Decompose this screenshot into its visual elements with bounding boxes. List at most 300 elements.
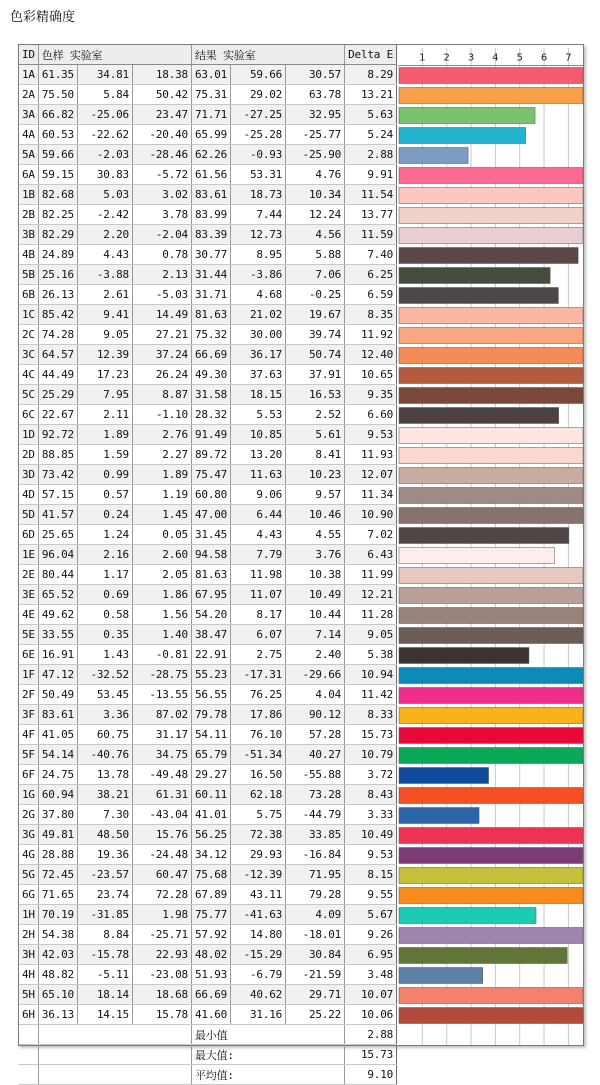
patch-id-cell: 1C [19,305,38,325]
result-lab-cell: 47.00 [191,505,230,525]
sample-lab-cell: 1.59 [77,445,132,465]
bar-3b [399,228,583,244]
patch-id-cell: 5C [19,385,38,405]
sample-lab-cell: 2.11 [77,405,132,425]
bar-4b [399,248,578,264]
bar-5h [399,988,583,1004]
sample-lab-cell: 64.57 [38,345,77,365]
result-lab-cell: 31.16 [231,1005,286,1025]
result-lab-cell: 76.10 [231,725,286,745]
patch-id-cell: 5B [19,265,38,285]
sample-lab-cell: 33.55 [38,625,77,645]
bar-3a [399,108,535,124]
patch-id-cell: 1B [19,185,38,205]
summary-value: 2.88 [345,1025,397,1045]
sample-lab-cell: 22.93 [132,945,191,965]
sample-lab-cell: 61.31 [132,785,191,805]
bar-6c [399,408,559,424]
result-lab-cell: 89.72 [191,445,230,465]
result-lab-cell: 38.47 [191,625,230,645]
bar-1c [399,308,583,324]
patch-id-cell: 5F [19,745,38,765]
patch-id-cell: 4B [19,245,38,265]
bar-6e [399,648,529,664]
sample-lab-cell: 0.78 [132,245,191,265]
patch-id-cell: 5D [19,505,38,525]
sample-lab-cell: -25.06 [77,105,132,125]
summary-label: 最小值 [191,1025,344,1045]
sample-lab-cell: 14.15 [77,1005,132,1025]
patch-id-cell: 3F [19,705,38,725]
sample-lab-cell: 37.24 [132,345,191,365]
result-lab-cell: 4.09 [286,905,345,925]
delta-e-cell: 6.25 [345,265,397,285]
sample-lab-cell: 31.17 [132,725,191,745]
result-lab-cell: -41.63 [231,905,286,925]
x-tick-label: 5 [516,52,523,64]
delta-e-cell: 8.29 [345,65,397,85]
sample-lab-cell: -28.46 [132,145,191,165]
sample-lab-cell: 0.05 [132,525,191,545]
patch-id-cell: 3G [19,825,38,845]
result-lab-cell: -27.25 [231,105,286,125]
bar-6b [399,288,558,304]
x-tick-label: 1 [419,52,426,64]
result-lab-cell: 67.95 [191,585,230,605]
patch-id-cell: 2B [19,205,38,225]
sample-lab-cell: 82.29 [38,225,77,245]
sample-lab-cell: 57.15 [38,485,77,505]
bar-6a [399,168,583,184]
sample-lab-cell: 9.05 [77,325,132,345]
patch-id-cell: 4E [19,605,38,625]
sample-lab-cell: 1.24 [77,525,132,545]
patch-id-cell: 4C [19,365,38,385]
bar-6d [399,528,569,544]
result-lab-cell: 76.25 [231,685,286,705]
sample-lab-cell: 83.61 [38,705,77,725]
sample-lab-cell: -24.48 [132,845,191,865]
result-lab-cell: 56.25 [191,825,230,845]
result-lab-cell: 12.73 [231,225,286,245]
result-lab-cell: 10.85 [231,425,286,445]
result-lab-cell: 18.15 [231,385,286,405]
bar-1h [399,908,536,924]
result-lab-cell: 17.86 [231,705,286,725]
sample-lab-cell: 54.38 [38,925,77,945]
result-lab-cell: 9.57 [286,485,345,505]
bar-4a [399,128,526,144]
result-lab-cell: 43.11 [231,885,286,905]
sample-lab-cell: 9.41 [77,305,132,325]
result-lab-cell: 14.80 [231,925,286,945]
result-lab-cell: 71.71 [191,105,230,125]
result-lab-cell: -51.34 [231,745,286,765]
result-lab-cell: 83.99 [191,205,230,225]
bar-1f [399,668,583,684]
result-lab-cell: 62.18 [231,785,286,805]
sample-lab-cell: 3.78 [132,205,191,225]
bar-3g [399,828,583,844]
sample-lab-cell: 1.98 [132,905,191,925]
sample-lab-cell: 0.35 [77,625,132,645]
bar-2d [399,448,583,464]
result-lab-cell: 21.02 [231,305,286,325]
result-lab-cell: -21.59 [286,965,345,985]
result-lab-cell: 65.99 [191,125,230,145]
patch-id-cell: 6C [19,405,38,425]
sample-lab-cell: -3.88 [77,265,132,285]
sample-lab-cell: -22.62 [77,125,132,145]
bar-5e [399,628,583,644]
sample-lab-cell: 0.24 [77,505,132,525]
delta-e-cell: 13.21 [345,85,397,105]
delta-e-cell: 12.21 [345,585,397,605]
bar-6g [399,888,583,904]
result-lab-cell: 8.95 [231,245,286,265]
delta-e-cell: 6.43 [345,545,397,565]
result-lab-cell: 72.38 [231,825,286,845]
delta-e-cell: 9.91 [345,165,397,185]
result-lab-cell: -25.77 [286,125,345,145]
result-lab-cell: 11.07 [231,585,286,605]
result-lab-cell: 55.23 [191,665,230,685]
bar-4d [399,488,583,504]
sample-lab-cell: 1.86 [132,585,191,605]
result-lab-cell: 91.49 [191,425,230,445]
sample-lab-cell: 50.42 [132,85,191,105]
result-lab-cell: -25.90 [286,145,345,165]
delta-e-cell: 8.15 [345,865,397,885]
patch-id-cell: 2F [19,685,38,705]
result-lab-cell: -0.25 [286,285,345,305]
result-lab-cell: 7.79 [231,545,286,565]
delta-e-cell: 11.34 [345,485,397,505]
delta-e-cell: 12.07 [345,465,397,485]
result-lab-cell: 36.17 [231,345,286,365]
result-lab-cell: 16.50 [231,765,286,785]
sample-lab-cell: 60.94 [38,785,77,805]
sample-lab-cell: 41.57 [38,505,77,525]
sample-lab-cell: 24.75 [38,765,77,785]
patch-id-cell: 3H [19,945,38,965]
sample-lab-cell: 1.89 [77,425,132,445]
x-tick-label: 2 [443,52,450,64]
result-lab-cell: 10.23 [286,465,345,485]
sample-lab-cell: 1.43 [77,645,132,665]
bar-4f [399,728,583,744]
result-lab-cell: 57.92 [191,925,230,945]
sample-lab-cell: 82.68 [38,185,77,205]
result-lab-cell: 7.06 [286,265,345,285]
delta-e-cell: 7.40 [345,245,397,265]
result-lab-cell: 56.55 [191,685,230,705]
sample-lab-cell: 0.57 [77,485,132,505]
delta-e-cell: 8.35 [345,305,397,325]
result-lab-cell: 63.01 [191,65,230,85]
sample-lab-cell: 7.95 [77,385,132,405]
result-lab-cell: 49.30 [191,365,230,385]
result-lab-cell: -55.88 [286,765,345,785]
patch-id-cell: 1D [19,425,38,445]
summary-blank-cell [19,1045,38,1065]
sample-lab-cell: 96.04 [38,545,77,565]
result-lab-cell: 28.32 [191,405,230,425]
delta-e-cell: 11.28 [345,605,397,625]
bar-3e [399,588,583,604]
result-lab-cell: 79.28 [286,885,345,905]
summary-max-row [19,1045,397,1065]
sample-lab-cell: 18.38 [132,65,191,85]
patch-id-cell: 4A [19,125,38,145]
sample-lab-cell: 72.45 [38,865,77,885]
result-lab-cell: 75.31 [191,85,230,105]
patch-id-cell: 4G [19,845,38,865]
sample-lab-cell: 34.75 [132,745,191,765]
summary-blank-cell [19,1065,38,1085]
patch-id-cell: 3D [19,465,38,485]
delta-e-cell: 3.48 [345,965,397,985]
result-lab-cell: -15.29 [231,945,286,965]
result-lab-cell: 50.74 [286,345,345,365]
patch-id-cell: 2H [19,925,38,945]
result-lab-cell: 9.06 [231,485,286,505]
delta-e-cell: 11.59 [345,225,397,245]
delta-e-cell: 9.55 [345,885,397,905]
sample-lab-cell: 37.80 [38,805,77,825]
result-lab-cell: 11.98 [231,565,286,585]
result-lab-cell: 2.40 [286,645,345,665]
sample-lab-cell: 17.23 [77,365,132,385]
result-lab-cell: 29.93 [231,845,286,865]
result-lab-cell: 67.89 [191,885,230,905]
patch-id-cell: 2A [19,85,38,105]
sample-lab-cell: -40.76 [77,745,132,765]
sample-lab-cell: 14.49 [132,305,191,325]
result-lab-cell: -18.01 [286,925,345,945]
patch-id-cell: 1G [19,785,38,805]
sample-lab-cell: 88.85 [38,445,77,465]
delta-e-header: Delta E [345,45,397,65]
bar-6h [399,1008,583,1024]
patch-id-cell: 1E [19,545,38,565]
result-lab-cell: -0.93 [231,145,286,165]
delta-e-cell: 10.06 [345,1005,397,1025]
bar-4h [399,968,483,984]
sample-lab-cell: -13.55 [132,685,191,705]
result-lab-cell: 31.45 [191,525,230,545]
result-lab-cell: 4.68 [231,285,286,305]
sample-lab-cell: 1.19 [132,485,191,505]
summary-value: 15.73 [345,1045,397,1065]
sample-lab-cell: 26.24 [132,365,191,385]
result-lab-cell: 37.91 [286,365,345,385]
sample-lab-cell: 61.35 [38,65,77,85]
sample-lab-cell: 25.29 [38,385,77,405]
summary-value: 9.10 [345,1065,397,1085]
result-lab-cell: 40.62 [231,985,286,1005]
delta-e-cell: 5.67 [345,905,397,925]
result-lab-cell: 7.14 [286,625,345,645]
sample-lab-cell: 2.16 [77,545,132,565]
sample-lab-cell: 2.05 [132,565,191,585]
sample-lab-cell: 42.03 [38,945,77,965]
result-lab-cell: 3.76 [286,545,345,565]
sample-lab-cell: 60.47 [132,865,191,885]
patch-id-cell: 4H [19,965,38,985]
sample-lab-cell: 2.61 [77,285,132,305]
result-lab-cell: 34.12 [191,845,230,865]
delta-e-cell: 12.40 [345,345,397,365]
result-lab-header: 结果 实验室 [191,45,344,65]
sample-lab-cell: -2.04 [132,225,191,245]
sample-lab-cell: -43.04 [132,805,191,825]
bar-4c [399,368,583,384]
result-lab-cell: 48.02 [191,945,230,965]
result-lab-cell: 30.00 [231,325,286,345]
result-lab-cell: 51.93 [191,965,230,985]
patch-id-cell: 1A [19,65,38,85]
sample-lab-cell: 48.82 [38,965,77,985]
delta-e-cell: 6.95 [345,945,397,965]
result-lab-cell: 29.02 [231,85,286,105]
result-lab-cell: 13.20 [231,445,286,465]
bar-2g [399,808,479,824]
result-lab-cell: 65.79 [191,745,230,765]
patch-id-cell: 6H [19,1005,38,1025]
sample-lab-cell: 47.12 [38,665,77,685]
delta-e-cell: 11.42 [345,685,397,705]
result-lab-cell: -44.79 [286,805,345,825]
sample-lab-cell: 3.36 [77,705,132,725]
result-lab-cell: 33.85 [286,825,345,845]
sample-lab-cell: -32.52 [77,665,132,685]
sample-lab-cell: 48.50 [77,825,132,845]
sample-lab-cell: 85.42 [38,305,77,325]
patch-id-cell: 2E [19,565,38,585]
sample-lab-cell: 70.19 [38,905,77,925]
patch-id-cell: 3C [19,345,38,365]
x-tick-label: 6 [540,52,548,64]
result-lab-cell: -25.28 [231,125,286,145]
bar-3f [399,708,583,724]
delta-e-cell: 11.99 [345,565,397,585]
result-lab-cell: 8.41 [286,445,345,465]
result-lab-cell: 63.78 [286,85,345,105]
result-lab-cell: 5.53 [231,405,286,425]
result-lab-cell: 71.95 [286,865,345,885]
sample-lab-cell: 22.67 [38,405,77,425]
result-lab-cell: -3.86 [231,265,286,285]
sample-lab-cell: 23.74 [77,885,132,905]
delta-e-cell: 2.88 [345,145,397,165]
result-lab-cell: 10.34 [286,185,345,205]
result-lab-cell: 60.11 [191,785,230,805]
sample-lab-cell: 54.14 [38,745,77,765]
delta-e-cell: 10.90 [345,505,397,525]
bar-1a [399,68,583,84]
delta-e-cell: 13.77 [345,205,397,225]
bar-6f [399,768,489,784]
sample-lab-cell: 59.66 [38,145,77,165]
sample-lab-cell: -0.81 [132,645,191,665]
result-lab-cell: 19.67 [286,305,345,325]
sample-lab-cell: 18.68 [132,985,191,1005]
sample-lab-cell: 92.72 [38,425,77,445]
result-lab-cell: 7.44 [231,205,286,225]
sample-lab-cell: 71.65 [38,885,77,905]
patch-id-cell: 6A [19,165,38,185]
sample-lab-cell: 18.14 [77,985,132,1005]
sample-lab-cell: 80.44 [38,565,77,585]
bar-3c [399,348,583,364]
delta-e-cell: 8.33 [345,705,397,725]
sample-lab-cell: 1.56 [132,605,191,625]
result-lab-cell: 39.74 [286,325,345,345]
sample-lab-cell: 75.50 [38,85,77,105]
result-lab-cell: 53.31 [231,165,286,185]
delta-e-cell: 3.33 [345,805,397,825]
bar-5g [399,868,583,884]
result-lab-cell: -16.84 [286,845,345,865]
delta-e-cell: 11.92 [345,325,397,345]
summary-blank-cell [38,1065,191,1085]
result-lab-cell: 22.91 [191,645,230,665]
sample-lab-cell: 87.02 [132,705,191,725]
result-lab-cell: 41.60 [191,1005,230,1025]
sample-lab-cell: 30.83 [77,165,132,185]
result-lab-cell: 2.52 [286,405,345,425]
bar-1e [399,548,555,564]
result-lab-cell: 61.56 [191,165,230,185]
result-lab-cell: -6.79 [231,965,286,985]
sample-lab-cell: -25.71 [132,925,191,945]
result-lab-cell: 12.24 [286,205,345,225]
delta-e-cell: 9.05 [345,625,397,645]
result-lab-cell: 8.17 [231,605,286,625]
sample-lab-cell: 2.27 [132,445,191,465]
result-lab-cell: -29.66 [286,665,345,685]
result-lab-cell: 30.77 [191,245,230,265]
result-lab-cell: 90.12 [286,705,345,725]
result-lab-cell: 75.68 [191,865,230,885]
result-lab-cell: 16.53 [286,385,345,405]
color-accuracy-panel [18,44,584,1082]
result-lab-cell: 29.27 [191,765,230,785]
patch-id-cell: 4D [19,485,38,505]
result-lab-cell: 54.20 [191,605,230,625]
sample-lab-cell: -15.78 [77,945,132,965]
patch-id-cell: 3B [19,225,38,245]
sample-lab-cell: -1.10 [132,405,191,425]
result-lab-cell: 37.63 [231,365,286,385]
patch-id-cell: 5E [19,625,38,645]
delta-e-cell: 10.49 [345,825,397,845]
result-lab-cell: 57.28 [286,725,345,745]
result-lab-cell: 10.49 [286,585,345,605]
result-lab-cell: 2.75 [231,645,286,665]
x-tick-label: 7 [565,52,572,64]
sample-lab-cell: 8.87 [132,385,191,405]
sample-lab-cell: 1.40 [132,625,191,645]
delta-e-cell: 11.54 [345,185,397,205]
summary-label: 最大值: [191,1045,344,1065]
delta-e-cell: 5.24 [345,125,397,145]
sample-lab-cell: 0.99 [77,465,132,485]
patch-id-cell: 5A [19,145,38,165]
sample-lab-cell: 4.43 [77,245,132,265]
sample-lab-cell: 15.76 [132,825,191,845]
